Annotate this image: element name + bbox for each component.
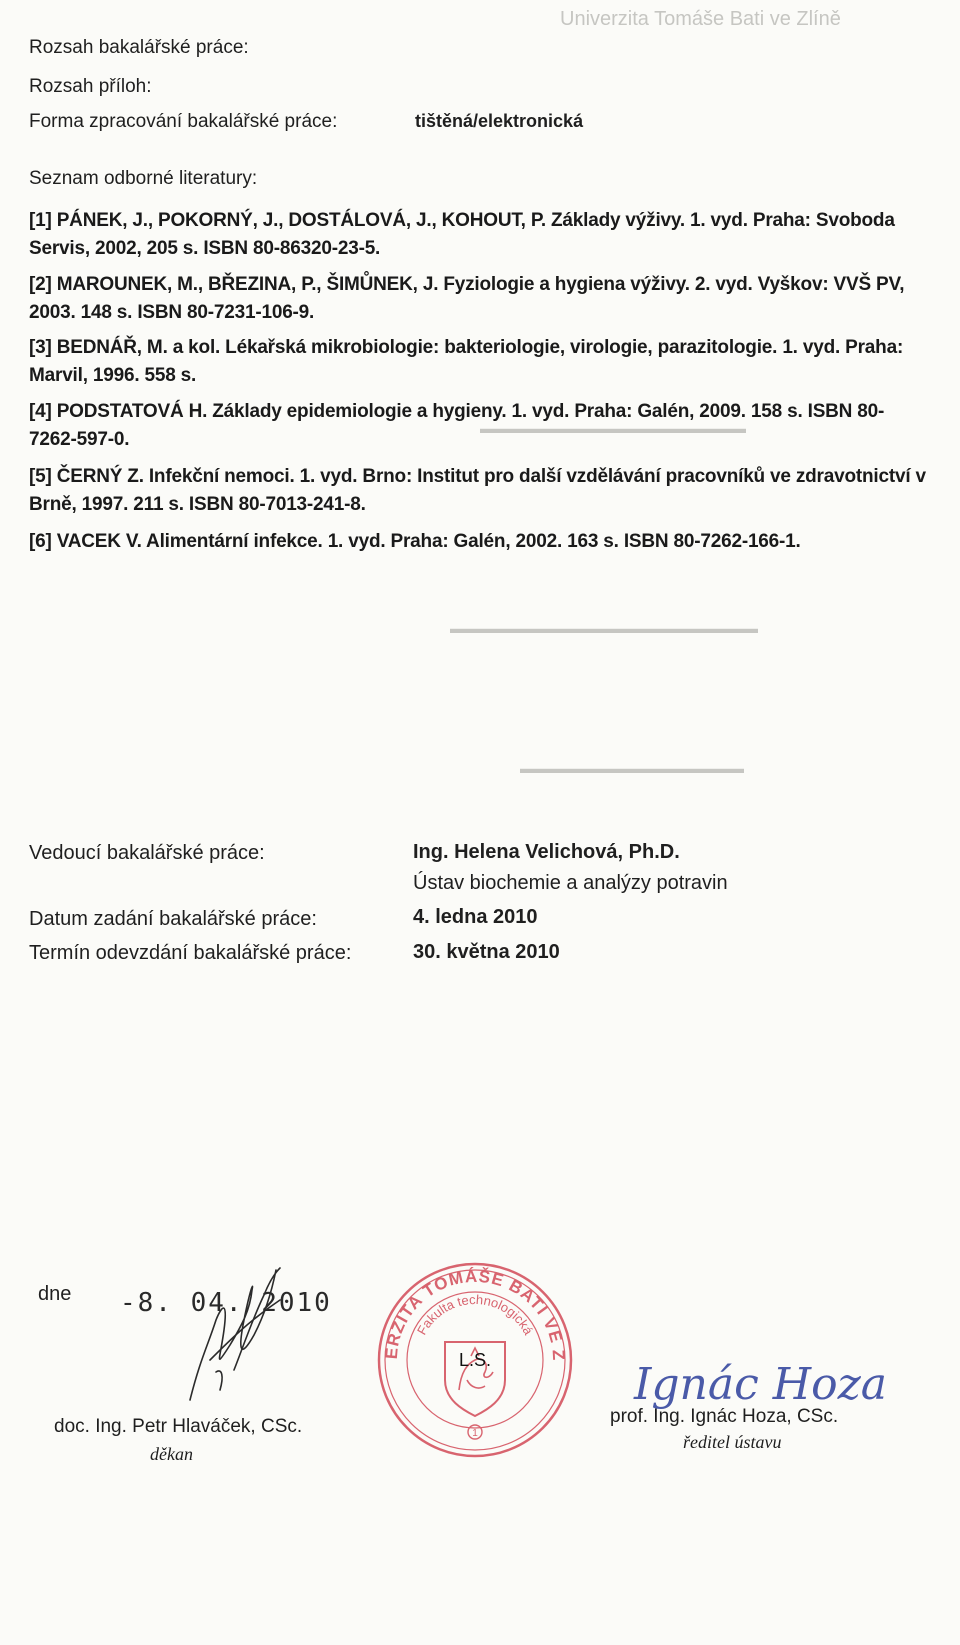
dean-role: děkan: [150, 1444, 193, 1464]
appendix-label: Rozsah příloh:: [29, 76, 152, 97]
deadline-value: 30. května 2010: [413, 941, 560, 963]
reference-item: [1] PÁNEK, J., POKORNÝ, J., DOSTÁLOVÁ, J., KOHOUT, P. Základy výživy. 1. vyd. Praha: Svoboda Servis, 2002, 205 s. ISBN 80-86320-23-5.: [29, 210, 895, 259]
assigned-date-value: 4. ledna 2010: [413, 906, 538, 928]
stamp-ls-label: L.S.: [458, 1350, 492, 1370]
supervisor-label: Vedoucí bakalářské práce:: [29, 842, 265, 864]
form-value: tištěná/elektronická: [415, 111, 584, 131]
stamp-number: 1: [472, 1428, 478, 1439]
svg-text:Ignác Hoza: Ignác Hoza: [634, 1359, 888, 1410]
signing-date: -8. 04. 2010: [120, 1288, 332, 1318]
supervisor-department: Ústav biochemie a analýzy potravin: [413, 872, 728, 894]
bleed-through-text: Univerzita Tomáše Bati ve Zlíně: [560, 8, 841, 30]
reference-item: [6] VACEK V. Alimentární infekce. 1. vyd. Praha: Galén, 2002. 163 s. ISBN 80-7262-166-1.: [29, 531, 801, 552]
assigned-date-label: Datum zadání bakalářské práce:: [29, 908, 317, 930]
bleed-through-text: ▬▬▬▬▬▬▬▬▬▬▬▬▬▬▬▬: [520, 760, 744, 776]
deadline-label: Termín odevzdání bakalářské práce:: [29, 942, 352, 964]
reference-item: [5] ČERNÝ Z. Infekční nemoci. 1. vyd. Brno: Institut pro další vzdělávání pracovníků ve zdravotnictví v Brně, 1997. 211 s. ISBN 80-7013-241-8.: [29, 466, 926, 515]
reference-item: [4] PODSTATOVÁ H. Základy epidemiologie a hygieny. 1. vyd. Praha: Galén, 2009. 158 s. ISBN 80-7262-597-0.: [29, 401, 885, 450]
stamp-inner-text: Fakulta technologická: [413, 1291, 537, 1338]
bleed-through-text: ▬▬▬▬▬▬▬▬▬▬▬▬▬▬▬▬▬▬▬▬▬▬: [450, 620, 758, 636]
stamp-outer-text: UNIVERZITA TOMÁŠE BATI VE ZLÍNĚ: [368, 1245, 569, 1362]
director-name: prof. Ing. Ignác Hoza, CSc.: [610, 1406, 839, 1427]
dean-name: doc. Ing. Petr Hlaváček, CSc.: [54, 1416, 303, 1437]
literature-title: Seznam odborné literatury:: [29, 168, 258, 189]
university-stamp: [368, 1245, 575, 1460]
date-label: dne: [38, 1283, 72, 1305]
director-role: ředitel ústavu: [683, 1432, 782, 1452]
scope-label: Rozsah bakalářské práce:: [29, 37, 249, 58]
reference-item: [2] MAROUNEK, M., BŘEZINA, P., ŠIMŮNEK, J. Fyziologie a hygiena výživy. 2. vyd. Vyškov: VVŠ PV, 2003. 148 s. ISBN 80-7231-106-9.: [29, 274, 905, 323]
form-label: Forma zpracování bakalářské práce:: [29, 111, 338, 132]
bleed-through-text: ▬▬▬▬▬▬▬▬▬▬▬▬▬▬▬▬▬▬▬: [480, 420, 746, 436]
reference-item: [3] BEDNÁŘ, M. a kol. Lékařská mikrobiologie: bakteriologie, virologie, parazitologie. 1. vyd. Praha: Marvil, 1996. 558 s.: [29, 337, 904, 386]
dean-signature: [180, 1250, 300, 1410]
supervisor-name: Ing. Helena Velichová, Ph.D.: [413, 841, 680, 863]
